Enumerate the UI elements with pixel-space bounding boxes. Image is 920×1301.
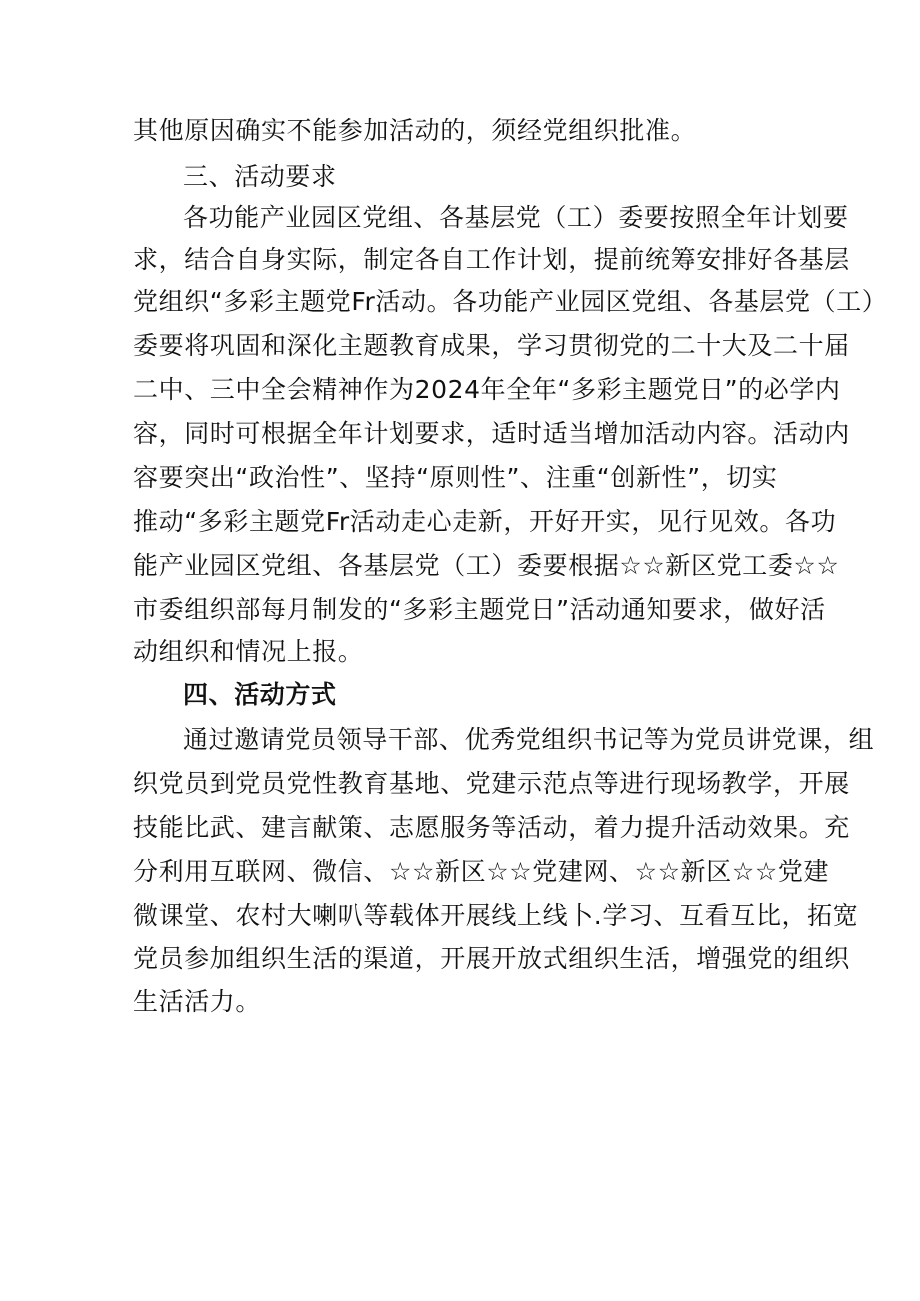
paragraph-line: 推动“多彩主题党Fr活动走心走新，开好开实，见行见效。各功 — [133, 507, 837, 536]
paragraph-line: 织党员到党员党性教育基地、党建示范点等进行现场教学，开展 — [133, 769, 850, 798]
paragraph-line: 动组织和情况上报。 — [133, 637, 364, 666]
paragraph-line: 二中、三中全会精神作为2024年全年“多彩主题党日”的必学内 — [133, 375, 841, 404]
paragraph-line: 党员参加组织生活的渠道，开展开放式组织生活，增强党的组织 — [133, 944, 850, 973]
paragraph-line: 通过邀请党员领导干部、优秀党组织书记等为党员讲党课，组 — [183, 725, 875, 754]
paragraph-line: 党组织“多彩主题党Fr活动。各功能产业园区党组、各基层党（工） — [133, 287, 888, 316]
paragraph-line: 求，结合自身实际，制定各自工作计划，提前统筹安排好各基层 — [133, 245, 850, 274]
section-heading-activity-methods: 四、活动方式 — [183, 680, 337, 709]
paragraph-line: 生活活力。 — [133, 987, 262, 1016]
paragraph-line: 各功能产业园区党组、各基层党（工）委要按照全年计划要 — [183, 203, 849, 232]
paragraph-line: 能产业园区党组、各基层党（工）委要根据☆☆新区党工委☆☆ — [133, 551, 840, 580]
paragraph-line: 分利用互联网、微信、☆☆新区☆☆党建网、☆☆新区☆☆党建 — [133, 857, 830, 886]
paragraph-line: 市委组织部每月制发的“多彩主题党日”活动通知要求，做好活 — [133, 595, 826, 624]
paragraph-line: 其他原因确实不能参加活动的，须经党组织批准。 — [133, 116, 697, 145]
paragraph-line: 容要突出“政治性”、坚持“原则性”、注重“创新性”，切实 — [133, 463, 778, 492]
section-heading-activity-requirements: 三、活动要求 — [183, 162, 337, 191]
paragraph-line: 技能比武、建言献策、志愿服务等活动，着力提升活动效果。充 — [133, 813, 850, 842]
paragraph-line: 容，同时可根据全年计划要求，适时适当增加活动内容。活动内 — [133, 419, 850, 448]
paragraph-line: 委要将巩固和深化主题教育成果，学习贯彻党的二十大及二十届 — [133, 331, 850, 360]
paragraph-line: 微课堂、农村大喇叭等载体开展线上线卜.学习、互看互比，拓宽 — [133, 901, 859, 930]
